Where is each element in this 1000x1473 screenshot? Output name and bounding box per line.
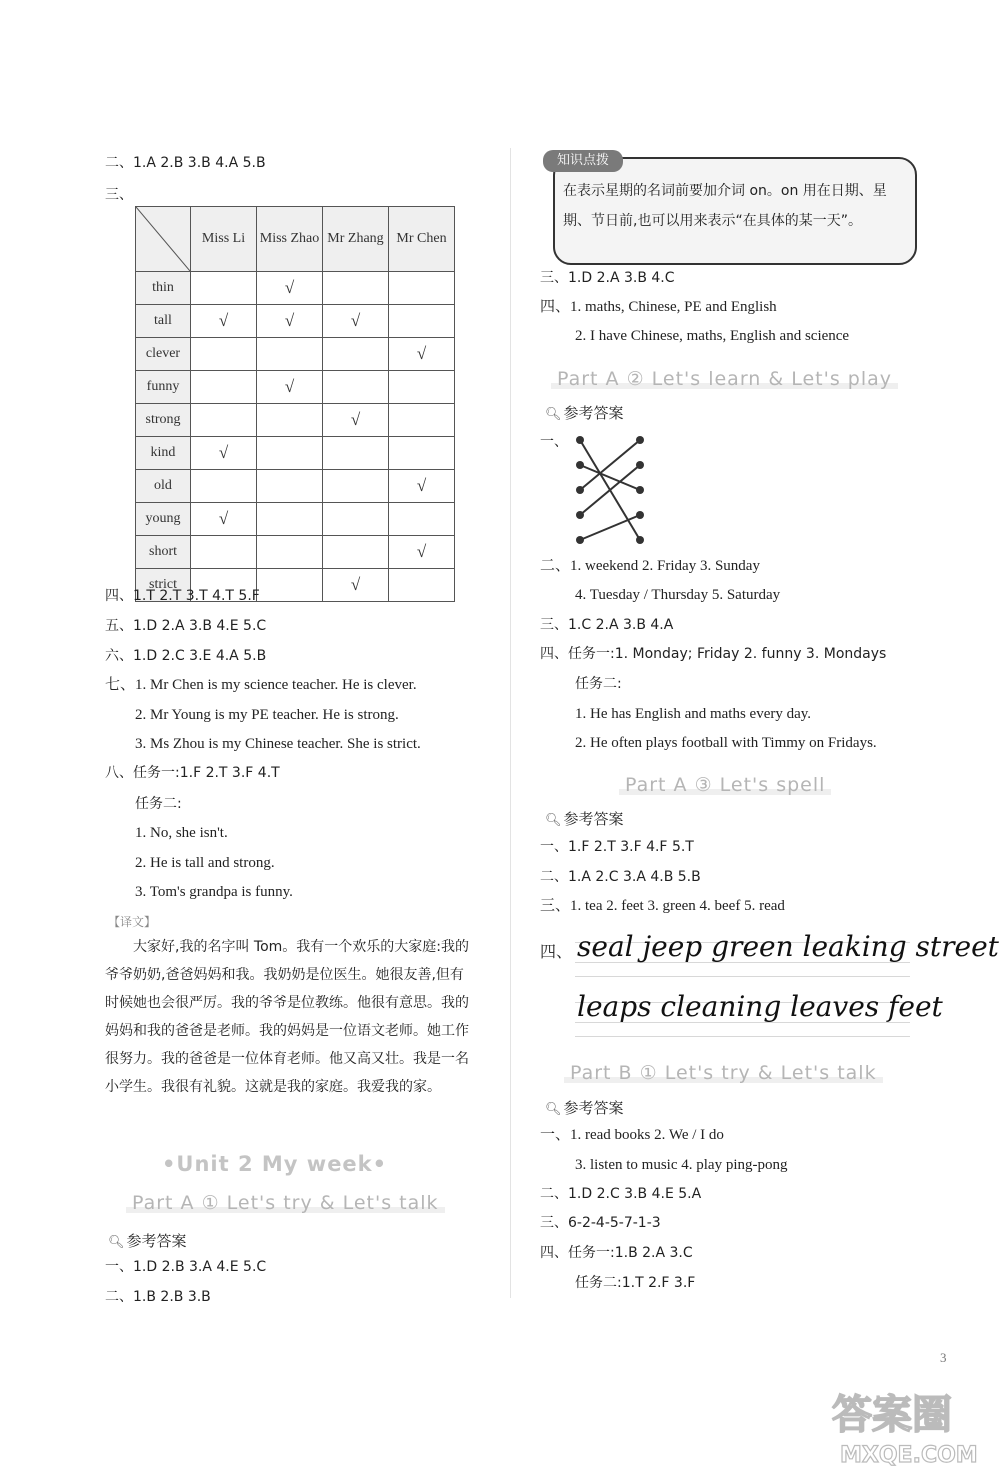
table-cell (191, 272, 257, 305)
table-cell: √ (389, 338, 455, 371)
table-cell (389, 437, 455, 470)
p2-answer-q4-a1: 1. He has English and maths every day. (575, 706, 812, 722)
answer-q6: 六、1.D 2.C 3.E 4.A 5.B (105, 648, 267, 664)
tip-text: 在表示星期的名词前要加介词 on。on 用在日期、星期、节日前,也可以用来表示“在具体的某一天”。 (563, 183, 887, 229)
part-title (132, 1192, 439, 1214)
handwriting-line-1: seal jeep green leaking street (577, 930, 999, 963)
match-dot (576, 436, 584, 444)
answer-heading-3-text: 参考答案 (563, 810, 624, 828)
magnifier-icon: 🔍︎ (545, 407, 562, 422)
table-cell (389, 404, 455, 437)
answer-heading-4 (545, 1097, 624, 1118)
r-answer-q4-2: 2. I have Chinese, maths, English and science (575, 328, 850, 344)
p2-answer-q4-1: 四、任务一:1. Monday; Friday 2. funny 3. Mondays (540, 646, 887, 662)
table-cell: √ (257, 272, 323, 305)
part2-title-text: Part A ② Let's learn & Let's play (557, 368, 893, 390)
match-dot (636, 461, 644, 469)
page-number: 3 (940, 1350, 947, 1365)
table-cell: √ (389, 470, 455, 503)
match-dot (576, 486, 584, 494)
row-label: strict (136, 569, 191, 602)
answer-q7-1: 七、1. Mr Chen is my science teacher. He is clever. (105, 677, 417, 693)
row-label: thin (136, 272, 191, 305)
part-title-text: Part A ① Let's try & Let's talk (132, 1192, 439, 1214)
magnifier-icon: 🔍︎ (545, 1102, 562, 1117)
answer-q7-3: 3. Ms Zhou is my Chinese teacher. She is strict. (135, 736, 421, 752)
p2-answer-q4-a2: 2. He often plays football with Timmy on Fridays. (575, 735, 877, 751)
answer-heading-3 (545, 808, 624, 829)
p3-answer-q3: 三、1. tea 2. feet 3. green 4. beef 5. read (540, 898, 785, 914)
table-cell (389, 503, 455, 536)
table-cell: √ (191, 305, 257, 338)
answer-heading-2 (545, 402, 624, 423)
table-cell (389, 371, 455, 404)
table-cell: √ (323, 404, 389, 437)
table-cell (257, 437, 323, 470)
table-cell: √ (323, 569, 389, 602)
table-cell: √ (257, 371, 323, 404)
match-dot (636, 436, 644, 444)
translation-text: 大家好,我的名字叫 Tom。我有一个欢乐的大家庭:我的爷爷奶奶,爸爸妈妈和我。我奶奶是位医生。她很友善,但有时候她也会很严厉。我的爷爷是位教练。他很有意思。我的妈妈和我的爸爸是老师。我的妈妈是一位语文老师。她工作很努力。我的爸爸是一位体育老师。他又高又壮。我是一名小学生。我很有礼貌。这就是我的家庭。我爱我的家。 (105, 939, 469, 1095)
match-dot (576, 536, 584, 544)
match-dot (636, 486, 644, 494)
table-cell (323, 470, 389, 503)
row-label: kind (136, 437, 191, 470)
table-cell (323, 437, 389, 470)
p2-answer-q1-label: 一、 (540, 434, 568, 450)
table-cell (191, 338, 257, 371)
table-cell (389, 305, 455, 338)
answer-q5: 五、1.D 2.A 3.B 4.E 5.C (105, 618, 267, 634)
table-cell (257, 338, 323, 371)
table-cell (191, 470, 257, 503)
writing-guide-line (575, 1036, 910, 1037)
table-cell: √ (323, 305, 389, 338)
p3-answer-q2: 二、1.A 2.C 3.A 4.B 5.B (540, 869, 701, 885)
table-cell (257, 503, 323, 536)
match-dot (576, 461, 584, 469)
table-row (136, 536, 455, 569)
table-row (136, 338, 455, 371)
row-label: tall (136, 305, 191, 338)
p4-answer-q4-1: 四、任务一:1.B 2.A 3.C (540, 1245, 693, 1261)
table-cell: √ (389, 536, 455, 569)
unit-title: •Unit 2 My week• (162, 1152, 388, 1176)
answer-heading (108, 1230, 187, 1251)
tip-tag: 知识点拨 (543, 150, 623, 172)
table-header: Mr Zhang (323, 207, 389, 272)
answer-heading-4-text: 参考答案 (563, 1099, 624, 1117)
match-dot (576, 511, 584, 519)
table-cell (323, 503, 389, 536)
part2-title (557, 368, 892, 390)
p2-answer-q3: 三、1.C 2.A 3.B 4.A (540, 617, 674, 633)
answer-q4: 四、1.T 2.T 3.T 4.T 5.F (105, 588, 260, 604)
diagonal-line (136, 207, 190, 271)
magnifier-icon: 🔍︎ (108, 1235, 125, 1250)
table-cell: √ (191, 503, 257, 536)
magnifier-icon: 🔍︎ (545, 813, 562, 828)
teacher-table (135, 206, 455, 602)
p2-answer-q2-1: 二、1. weekend 2. Friday 3. Sunday (540, 558, 760, 574)
table-header: Mr Chen (389, 207, 455, 272)
row-label: clever (136, 338, 191, 371)
answer-q8-task2-label: 任务二: (135, 796, 182, 812)
table-cell (257, 470, 323, 503)
answer-q8-task1: 八、任务一:1.F 2.T 3.F 4.T (105, 765, 280, 781)
table-corner (136, 207, 191, 272)
table-cell (191, 404, 257, 437)
row-label: short (136, 536, 191, 569)
translation-tag: 【译文】 (108, 915, 157, 929)
table-row (136, 437, 455, 470)
table-row (136, 404, 455, 437)
matching-diagram (568, 430, 652, 548)
table-row (136, 272, 455, 305)
row-label: young (136, 503, 191, 536)
answer-q8-a3: 3. Tom's grandpa is funny. (135, 884, 293, 900)
table-cell (257, 404, 323, 437)
u2-answer-q2: 二、1.B 2.B 3.B (105, 1289, 211, 1305)
match-dot (636, 536, 644, 544)
answer-q8-a2: 2. He is tall and strong. (135, 855, 275, 871)
p4-answer-q1-2: 3. listen to music 4. play ping-pong (575, 1157, 788, 1173)
match-dot (636, 511, 644, 519)
table-row (136, 305, 455, 338)
part3-title-text: Part A ③ Let's spell (625, 774, 826, 796)
answer-heading-2-text: 参考答案 (563, 404, 624, 422)
table-cell: √ (257, 305, 323, 338)
table-row (136, 470, 455, 503)
p3-answer-q1: 一、1.F 2.T 3.F 4.F 5.T (540, 839, 694, 855)
p2-answer-q2-2: 4. Tuesday / Thursday 5. Saturday (575, 587, 781, 603)
table-cell (257, 569, 323, 602)
table-cell (323, 272, 389, 305)
answer-heading-text: 参考答案 (126, 1232, 187, 1250)
table-cell: √ (191, 437, 257, 470)
answer-q7-2: 2. Mr Young is my PE teacher. He is strong. (135, 707, 399, 723)
table-cell (389, 569, 455, 602)
table-header: Miss Zhao (257, 207, 323, 272)
table-cell (323, 338, 389, 371)
table-row (136, 371, 455, 404)
column-divider (510, 148, 511, 1298)
r-answer-q4-1: 四、1. maths, Chinese, PE and English (540, 299, 777, 315)
p4-answer-q1-1: 一、1. read books 2. We / I do (540, 1127, 724, 1143)
table-cell (257, 536, 323, 569)
watermark-url: MXQE.COM (840, 1443, 978, 1468)
writing-guide-line (575, 976, 910, 977)
p2-answer-q4-task2: 任务二: (575, 676, 622, 692)
p4-answer-q2: 二、1.D 2.C 3.B 4.E 5.A (540, 1186, 702, 1202)
r-answer-q3: 三、1.D 2.A 3.B 4.C (540, 270, 675, 286)
part3-title (625, 774, 825, 796)
p4-answer-q3: 三、6-2-4-5-7-1-3 (540, 1215, 661, 1231)
table-body (136, 272, 455, 602)
table-row (136, 503, 455, 536)
row-label: funny (136, 371, 191, 404)
answer-q8-a1: 1. No, she isn't. (135, 825, 228, 841)
row-label: old (136, 470, 191, 503)
part4-title (570, 1062, 877, 1084)
p4-answer-q4-2: 任务二:1.T 2.F 3.F (575, 1275, 696, 1291)
answer-q3-label: 三、 (105, 187, 133, 203)
table-cell (191, 371, 257, 404)
table-cell (323, 371, 389, 404)
p3-answer-q4-label: 四、 (540, 942, 573, 961)
row-label: strong (136, 404, 191, 437)
part4-title-text: Part B ① Let's try & Let's talk (570, 1062, 877, 1084)
watermark-title: 答案圈 (832, 1392, 952, 1438)
table-cell (389, 272, 455, 305)
answer-q2: 二、1.A 2.B 3.B 4.A 5.B (105, 155, 266, 171)
table-header: Miss Li (191, 207, 257, 272)
table-cell (191, 536, 257, 569)
u2-answer-q1: 一、1.D 2.B 3.A 4.E 5.C (105, 1259, 267, 1275)
table-cell (323, 536, 389, 569)
watermark-logo (822, 1378, 992, 1468)
handwriting-line-2: leaps cleaning leaves feet (577, 990, 943, 1023)
